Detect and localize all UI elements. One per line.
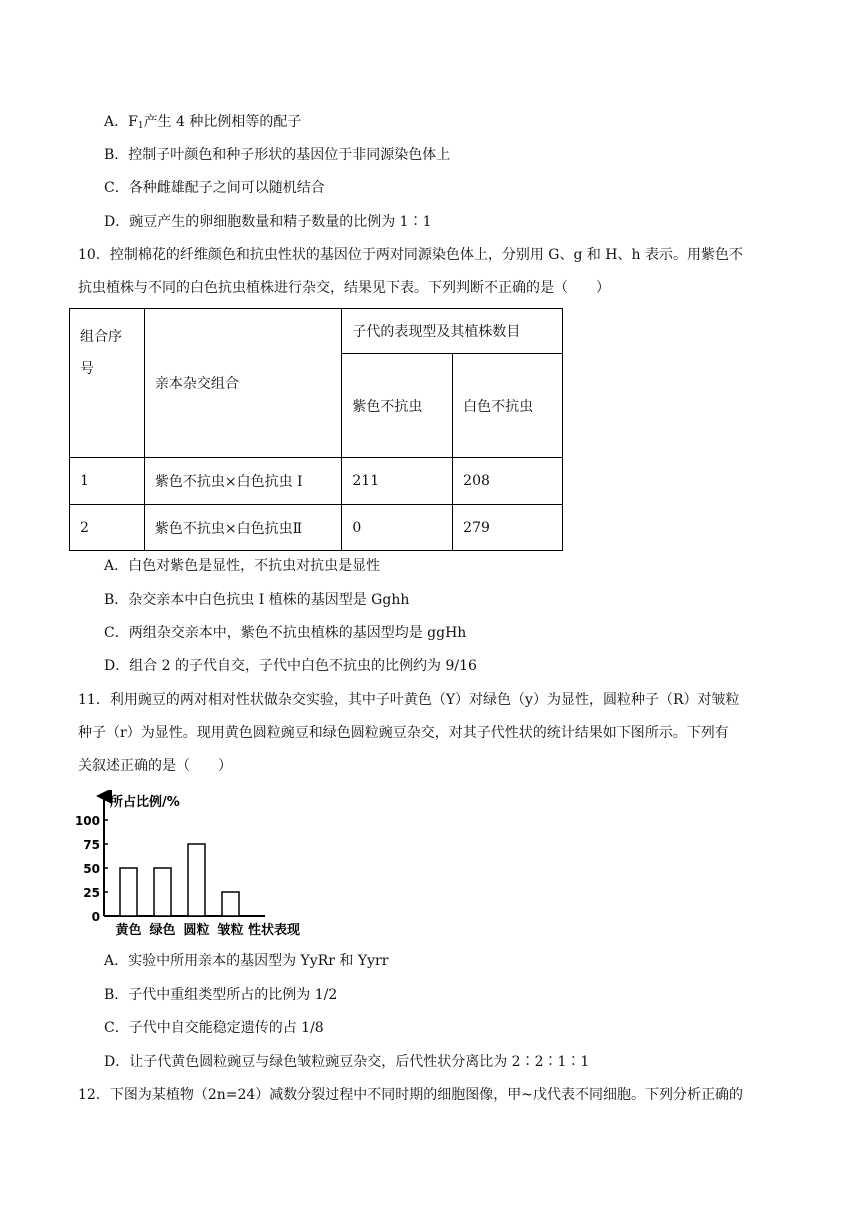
q9-option-c: C．各种雌雄配子之间可以随机结合 — [104, 180, 325, 196]
y-tick-label: 100 — [74, 814, 100, 828]
y-tick-label: 50 — [83, 862, 100, 876]
q10-option-b: B．杂交亲本中白色抗虫 I 植株的基因型是 Gghh — [104, 592, 410, 608]
q11-stem-line3: 关叙述正确的是（ ） — [78, 758, 232, 774]
table-cell-white: 279 — [453, 505, 563, 551]
q9-option-d: D．豌豆产生的卵细胞数量和精子数量的比例为 1∶1 — [104, 214, 432, 230]
q11-stem-line1: 11．利用豌豆的两对相对性状做杂交实验，其中子叶黄色（Y）对绿色（y）为显性，圆粒种子（R）对皱粒 — [78, 692, 740, 708]
table-header-cross: 亲本杂交组合 — [144, 309, 342, 458]
table-cell-purple: 211 — [342, 458, 453, 505]
q11-option-c: C．子代中自交能稳定遗传的占 1/8 — [104, 1020, 324, 1036]
table-row — [70, 458, 563, 505]
x-category-label: 皱粒 — [217, 923, 244, 938]
q10-stem-line1: 10．控制棉花的纤维颜色和抗虫性状的基因位于两对同源染色体上，分别用 G、g 和 H、h 表示。用紫色不 — [78, 247, 743, 263]
x-category-label: 黄色 — [115, 923, 142, 938]
q11-bar-chart — [70, 790, 320, 940]
y-tick-label: 0 — [91, 910, 100, 924]
table-cell-white: 208 — [453, 458, 563, 505]
bar-2 — [188, 844, 205, 916]
table-cell-cross: 紫色不抗虫×白色抗虫Ⅱ — [144, 505, 342, 551]
y-tick-label: 75 — [83, 838, 100, 852]
q12-stem-line1: 12．下图为某植物（2n=24）减数分裂过程中不同时期的细胞图像，甲~戊代表不同细胞。下列分析正确的 — [78, 1087, 744, 1103]
q10-option-c: C．两组杂交亲本中，紫色不抗虫植株的基因型均是 ggHh — [104, 625, 467, 641]
table-header-purple: 紫色不抗虫 — [342, 354, 453, 458]
bar-0 — [120, 868, 137, 916]
q11-stem-line2: 种子（r）为显性。现用黄色圆粒豌豆和绿色圆粒豌豆杂交，对其子代性状的统计结果如下图所示。下列有 — [78, 725, 729, 741]
q9-option-b: B．控制子叶颜色和种子形状的基因位于非同源染色体上 — [104, 147, 451, 163]
table-row — [70, 505, 563, 551]
q11-option-d: D．让子代黄色圆粒豌豆与绿色皱粒豌豆杂交，后代性状分离比为 2∶2∶1∶1 — [104, 1054, 590, 1070]
q10-option-a: A．白色对紫色是显性，不抗虫对抗虫是显性 — [104, 558, 381, 574]
x-axis-label: 性状表现 — [248, 923, 301, 938]
bar-1 — [154, 868, 171, 916]
table-cell-index: 2 — [70, 505, 145, 551]
q9-option-a: A．$F_1$产生 4 种比例相等的配子 — [104, 114, 302, 131]
table-cell-cross: 紫色不抗虫×白色抗虫 I — [144, 458, 342, 505]
y-axis-label: 所占比例/% — [110, 795, 180, 810]
table-header-white: 白色不抗虫 — [453, 354, 563, 458]
q11-option-a: A．实验中所用亲本的基因型为 YyRr 和 Yyrr — [104, 953, 389, 969]
x-category-label: 绿色 — [149, 923, 176, 938]
q11-option-b: B．子代中重组类型所占的比例为 1/2 — [104, 987, 338, 1003]
table-header-offspring: 子代的表现型及其植株数目 — [342, 309, 563, 354]
y-tick-label: 25 — [83, 886, 100, 900]
q10-table — [69, 308, 563, 551]
q10-stem-line2: 抗虫植株与不同的白色抗虫植株进行杂交，结果见下表。下列判断不正确的是（ ） — [78, 280, 610, 296]
bar-3 — [222, 892, 239, 916]
x-category-label: 圆粒 — [183, 923, 210, 938]
q10-option-d: D．组合 2 的子代自交，子代中白色不抗虫的比例约为 9/16 — [104, 658, 477, 674]
table-cell-index: 1 — [70, 458, 145, 505]
table-header-index: 组合序 号 — [70, 309, 145, 458]
table-cell-purple: 0 — [342, 505, 453, 551]
